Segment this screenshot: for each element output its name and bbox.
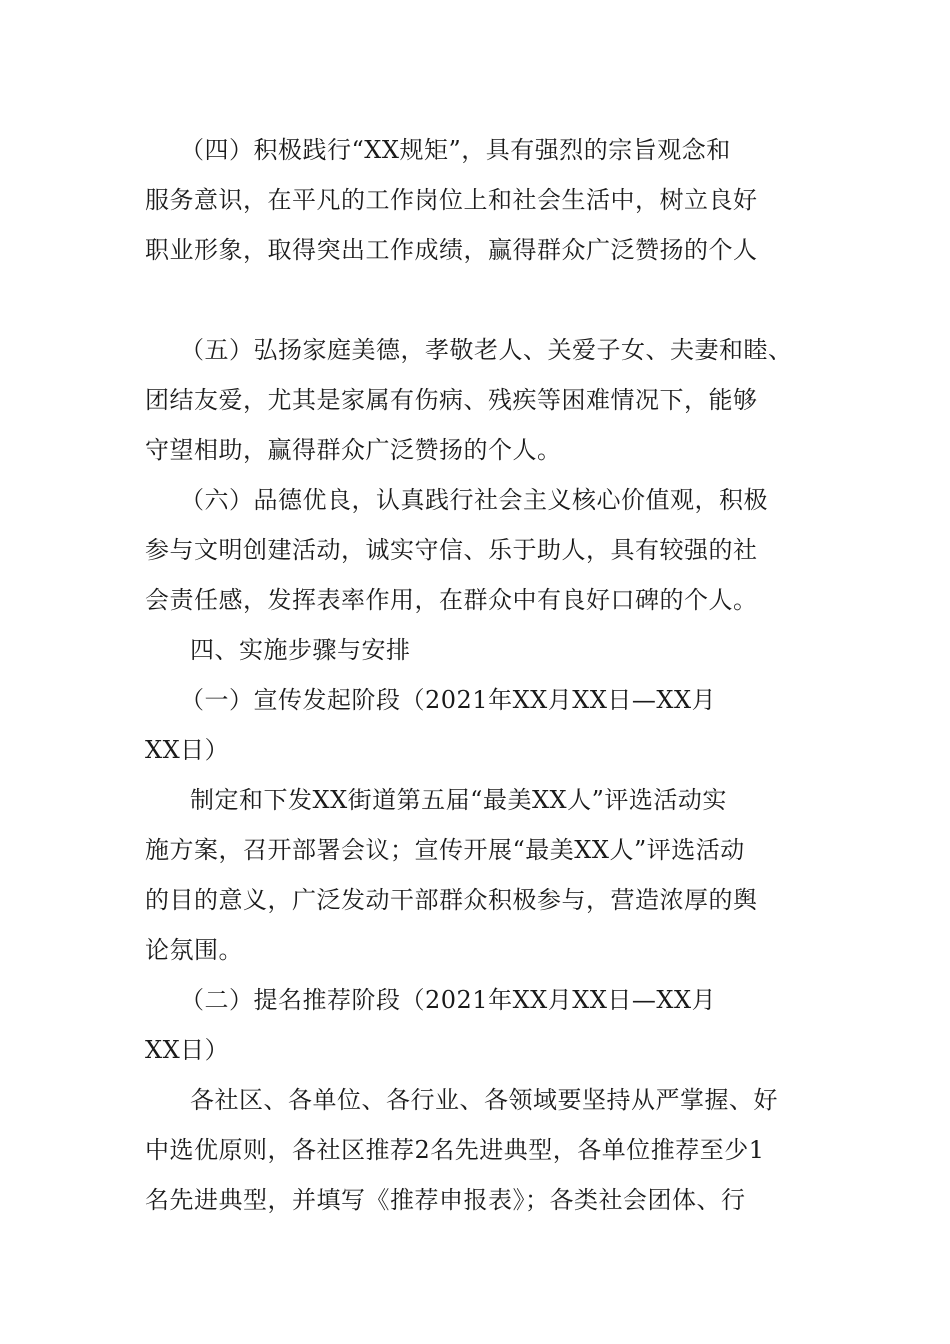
section-heading: 四、实施步骤与安排 [190, 636, 411, 664]
para-5-line-3: 守望相助，赢得群众广泛赞扬的个人。 [145, 436, 562, 464]
para-6-line-1: （六）品德优良，认真践行社会主义核心价值观，积极 [180, 486, 768, 514]
stage-2-body-line-2: 中选优原则，各社区推荐2名先进典型，各单位推荐至少1 [145, 1136, 765, 1164]
para-4-line-1: （四）积极践行“XX规矩”，具有强烈的宗旨观念和 [180, 136, 731, 164]
stage-2-body-line-1: 各社区、各单位、各行业、各领域要坚持从严掌握、好 [190, 1086, 778, 1114]
para-5-line-1: （五）弘扬家庭美德，孝敬老人、关爱子女、夫妻和睦、 [180, 336, 793, 364]
para-6-line-3: 会责任感，发挥表率作用，在群众中有良好口碑的个人。 [145, 586, 758, 614]
stage-2-heading-line-2: XX日） [145, 1036, 230, 1064]
stage-1-heading-line-1: （一）宣传发起阶段（2021年XX月XX日—XX月 [180, 686, 717, 714]
stage-1-heading-line-2: XX日） [145, 736, 230, 764]
para-5-line-2: 团结友爱，尤其是家属有伤病、残疾等困难情况下，能够 [145, 386, 758, 414]
stage-2-body-line-3: 名先进典型，并填写《推荐申报表》；各类社会团体、行 [145, 1186, 746, 1214]
para-6-line-2: 参与文明创建活动，诚实守信、乐于助人，具有较强的社 [145, 536, 758, 564]
stage-2-heading-line-1: （二）提名推荐阶段（2021年XX月XX日—XX月 [180, 986, 717, 1014]
para-4-line-2: 服务意识，在平凡的工作岗位上和社会生活中，树立良好 [145, 186, 758, 214]
stage-1-body-line-2: 施方案，召开部署会议；宣传开展“最美XX人”评选活动 [145, 836, 745, 864]
stage-1-body-line-3: 的目的意义，广泛发动干部群众积极参与，营造浓厚的舆 [145, 886, 758, 914]
para-4-line-3: 职业形象，取得突出工作成绩，赢得群众广泛赞扬的个人 [145, 236, 758, 264]
stage-1-body-line-1: 制定和下发XX街道第五届“最美XX人”评选活动实 [190, 786, 727, 814]
stage-1-body-line-4: 论氛围。 [145, 936, 243, 964]
